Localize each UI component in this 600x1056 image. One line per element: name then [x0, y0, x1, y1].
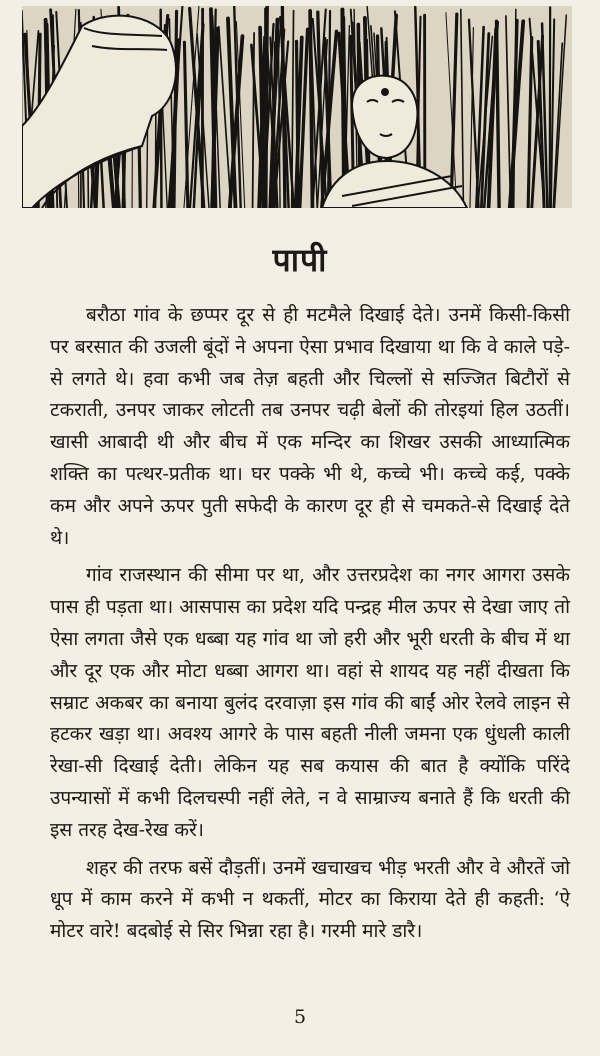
grass-stroke — [266, 7, 267, 208]
story-title: पापी — [272, 241, 328, 279]
woodcut-illustration — [22, 6, 572, 208]
story-body — [50, 300, 570, 948]
paragraph: बरौठा गांव के छप्पर दूर से ही मटमैले दिखाई देते। उनमें किसी-किसी पर बरसात की उजली बूंदों ने अपना ऐसा प्रभाव दिखाया था कि वे काले पड़े-से लगते थे। हवा कभी जब तेज़ बहती और चिल्लों से सज्जित बिटौरों से टकराती, उनपर जाकर लोटती तब उनपर चढ़ी बेलों की तोरइयां हिल उठतीं। खासी आबादी थी और बीच में एक मन्दिर का शिखर उसकी आध्यात्मिक शक्ति का पत्थर-प्रतीक था। घर पक्के भी थे, कच्चे भी। कच्चे कई, पक्के कम और अपने ऊपर पुती सफेदी के कारण दूर ही से चमकते-से दिखाई देते थे। — [50, 304, 570, 549]
paragraph: गांव राजस्थान की सीमा पर था, और उत्तरप्रदेश का नगर आगरा उसके पास ही पड़ता था। आसपास का प्रदेश यदि पन्द्रह मील ऊपर से देखा जाए तो ऐसा लगता जैसे एक धब्बा यह गांव था जो हरी और भूरी धरती के बीच में था और दूर एक और मोटा धब्बा आगरा था। वहां से शायद यह नहीं दीखता कि सम्राट अकबर का बनाया बुलंद दरवाज़ा इस गांव की बाईं ओर रेलवे लाइन से हटकर खड़ा था। अवश्य आगरे के पास बहती नीली जमना एक धुंधली काली रेखा-सी दिखाई देती। लेकिन यह सब कयास की बात है क्योंकि परिंदे उपन्यासों में कभी दिलचस्पी नहीं लेते, न वे साम्राज्य बनाते हैं कि धरती की इस तरह देख-रेख करें। — [50, 564, 571, 841]
woodcut-illustration-icon — [22, 6, 572, 208]
grass-stroke — [297, 41, 299, 208]
paragraph: शहर की तरफ बसें दौड़तीं। उनमें खचाखच भीड़ भरती और वे औरतें जो धूप में काम करने में कभी न थकतीं, मोटर का किराया देते ही कहती: ‘ऐ मोटर वारे! बदबोई से सिर भिन्ना रहा है। गरमी मारे डारै। — [50, 856, 570, 943]
page-number: 5 — [293, 1006, 307, 1028]
